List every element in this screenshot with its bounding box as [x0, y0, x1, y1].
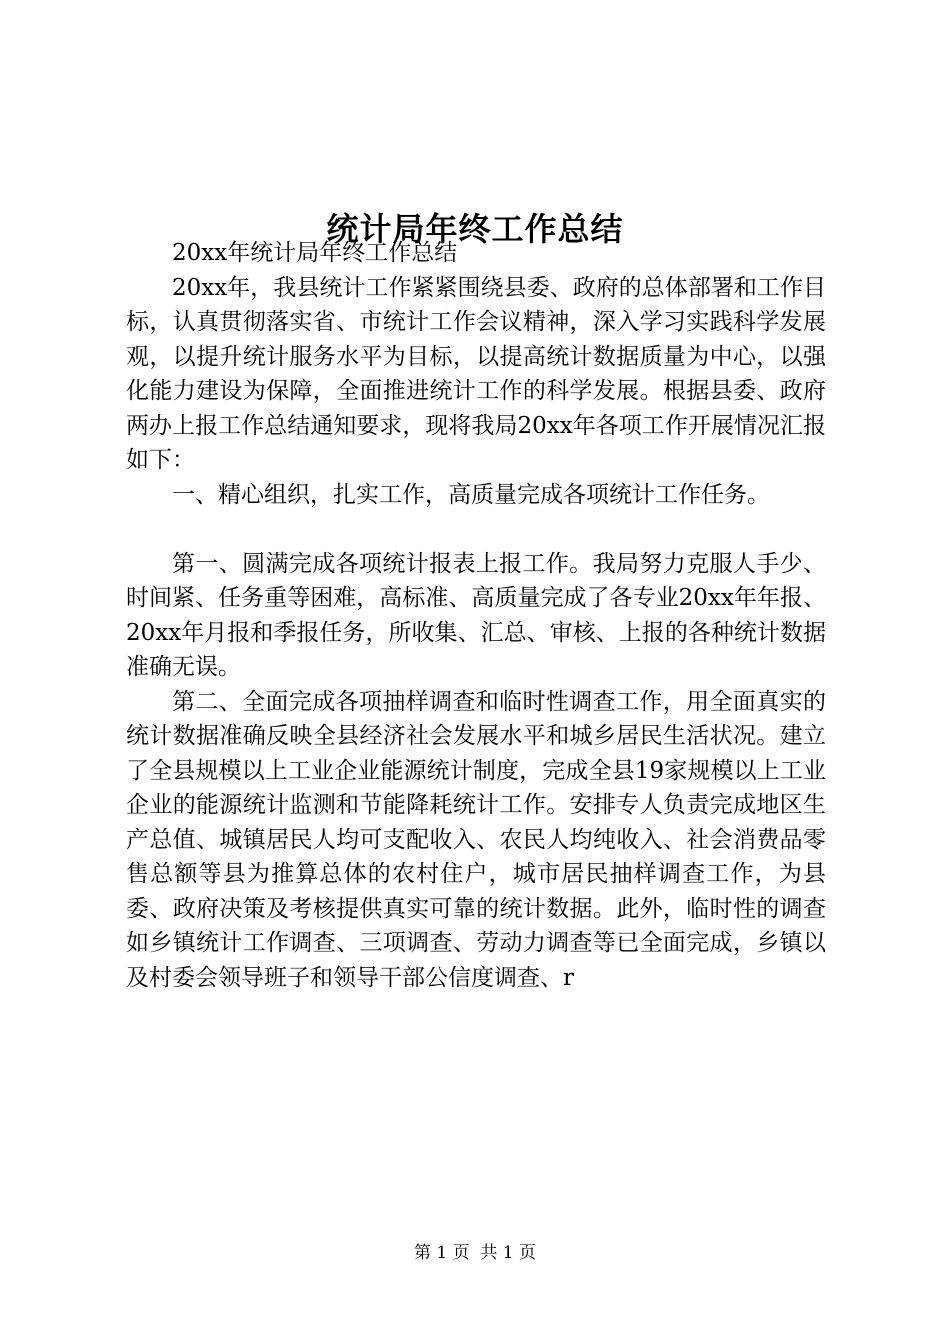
- document-title: 统计局年终工作总结: [326, 210, 624, 249]
- body-paragraph-second-item: 第二、全面完成各项抽样调查和临时性调查工作，用全面真实的统计数据准确反映全县经济社会发展水平和城乡居民生活状况。建立了全县规模以上工业企业能源统计制度，完成全县19家规模以上工业企业的能源统计监测和节能降耗统计工作。安排专人负责完成地区生产总值、城镇居民人均可支配收入、农民人均纯收入、社会消费品零售总额等县为推算总体的农村住户，城市居民抽样调查工作，为县委、政府决策及考核提供真实可靠的统计数据。此外，临时性的调查如乡镇统计工作调查、三项调查、劳动力调查等已全面完成，乡镇以及村委会领导班子和领导干部公信度调查、r: [126, 688, 826, 991]
- page-footer-label: 第 1 页 共 1 页: [413, 1243, 537, 1263]
- body-paragraph-intro: 20xx年，我县统计工作紧紧围绕县委、政府的总体部署和工作目标，认真贯彻落实省、市统计工作会议精神，深入学习实践科学发展观，以提升统计服务水平为目标，以提高统计数据质量为中心，以强化能力建设为保障，全面推进统计工作的科学发展。根据县委、政府两办上报工作总结通知要求，现将我局20xx年各项工作开展情况汇报如下：: [126, 274, 826, 473]
- body-paragraph-subtitle: 20xx年统计局年终工作总结: [172, 240, 458, 266]
- body-paragraph-first-item: 第一、圆满完成各项统计报表上报工作。我局努力克服人手少、时间紧、任务重等困难，高标准、高质量完成了各专业20xx年年报、20xx年月报和季报任务，所收集、汇总、审核、上报的各种统计数据准确无误。: [126, 550, 826, 680]
- document-body: [126, 236, 826, 995]
- body-paragraph-section-heading: 一、精心组织，扎实工作，高质量完成各项统计工作任务。: [172, 481, 770, 508]
